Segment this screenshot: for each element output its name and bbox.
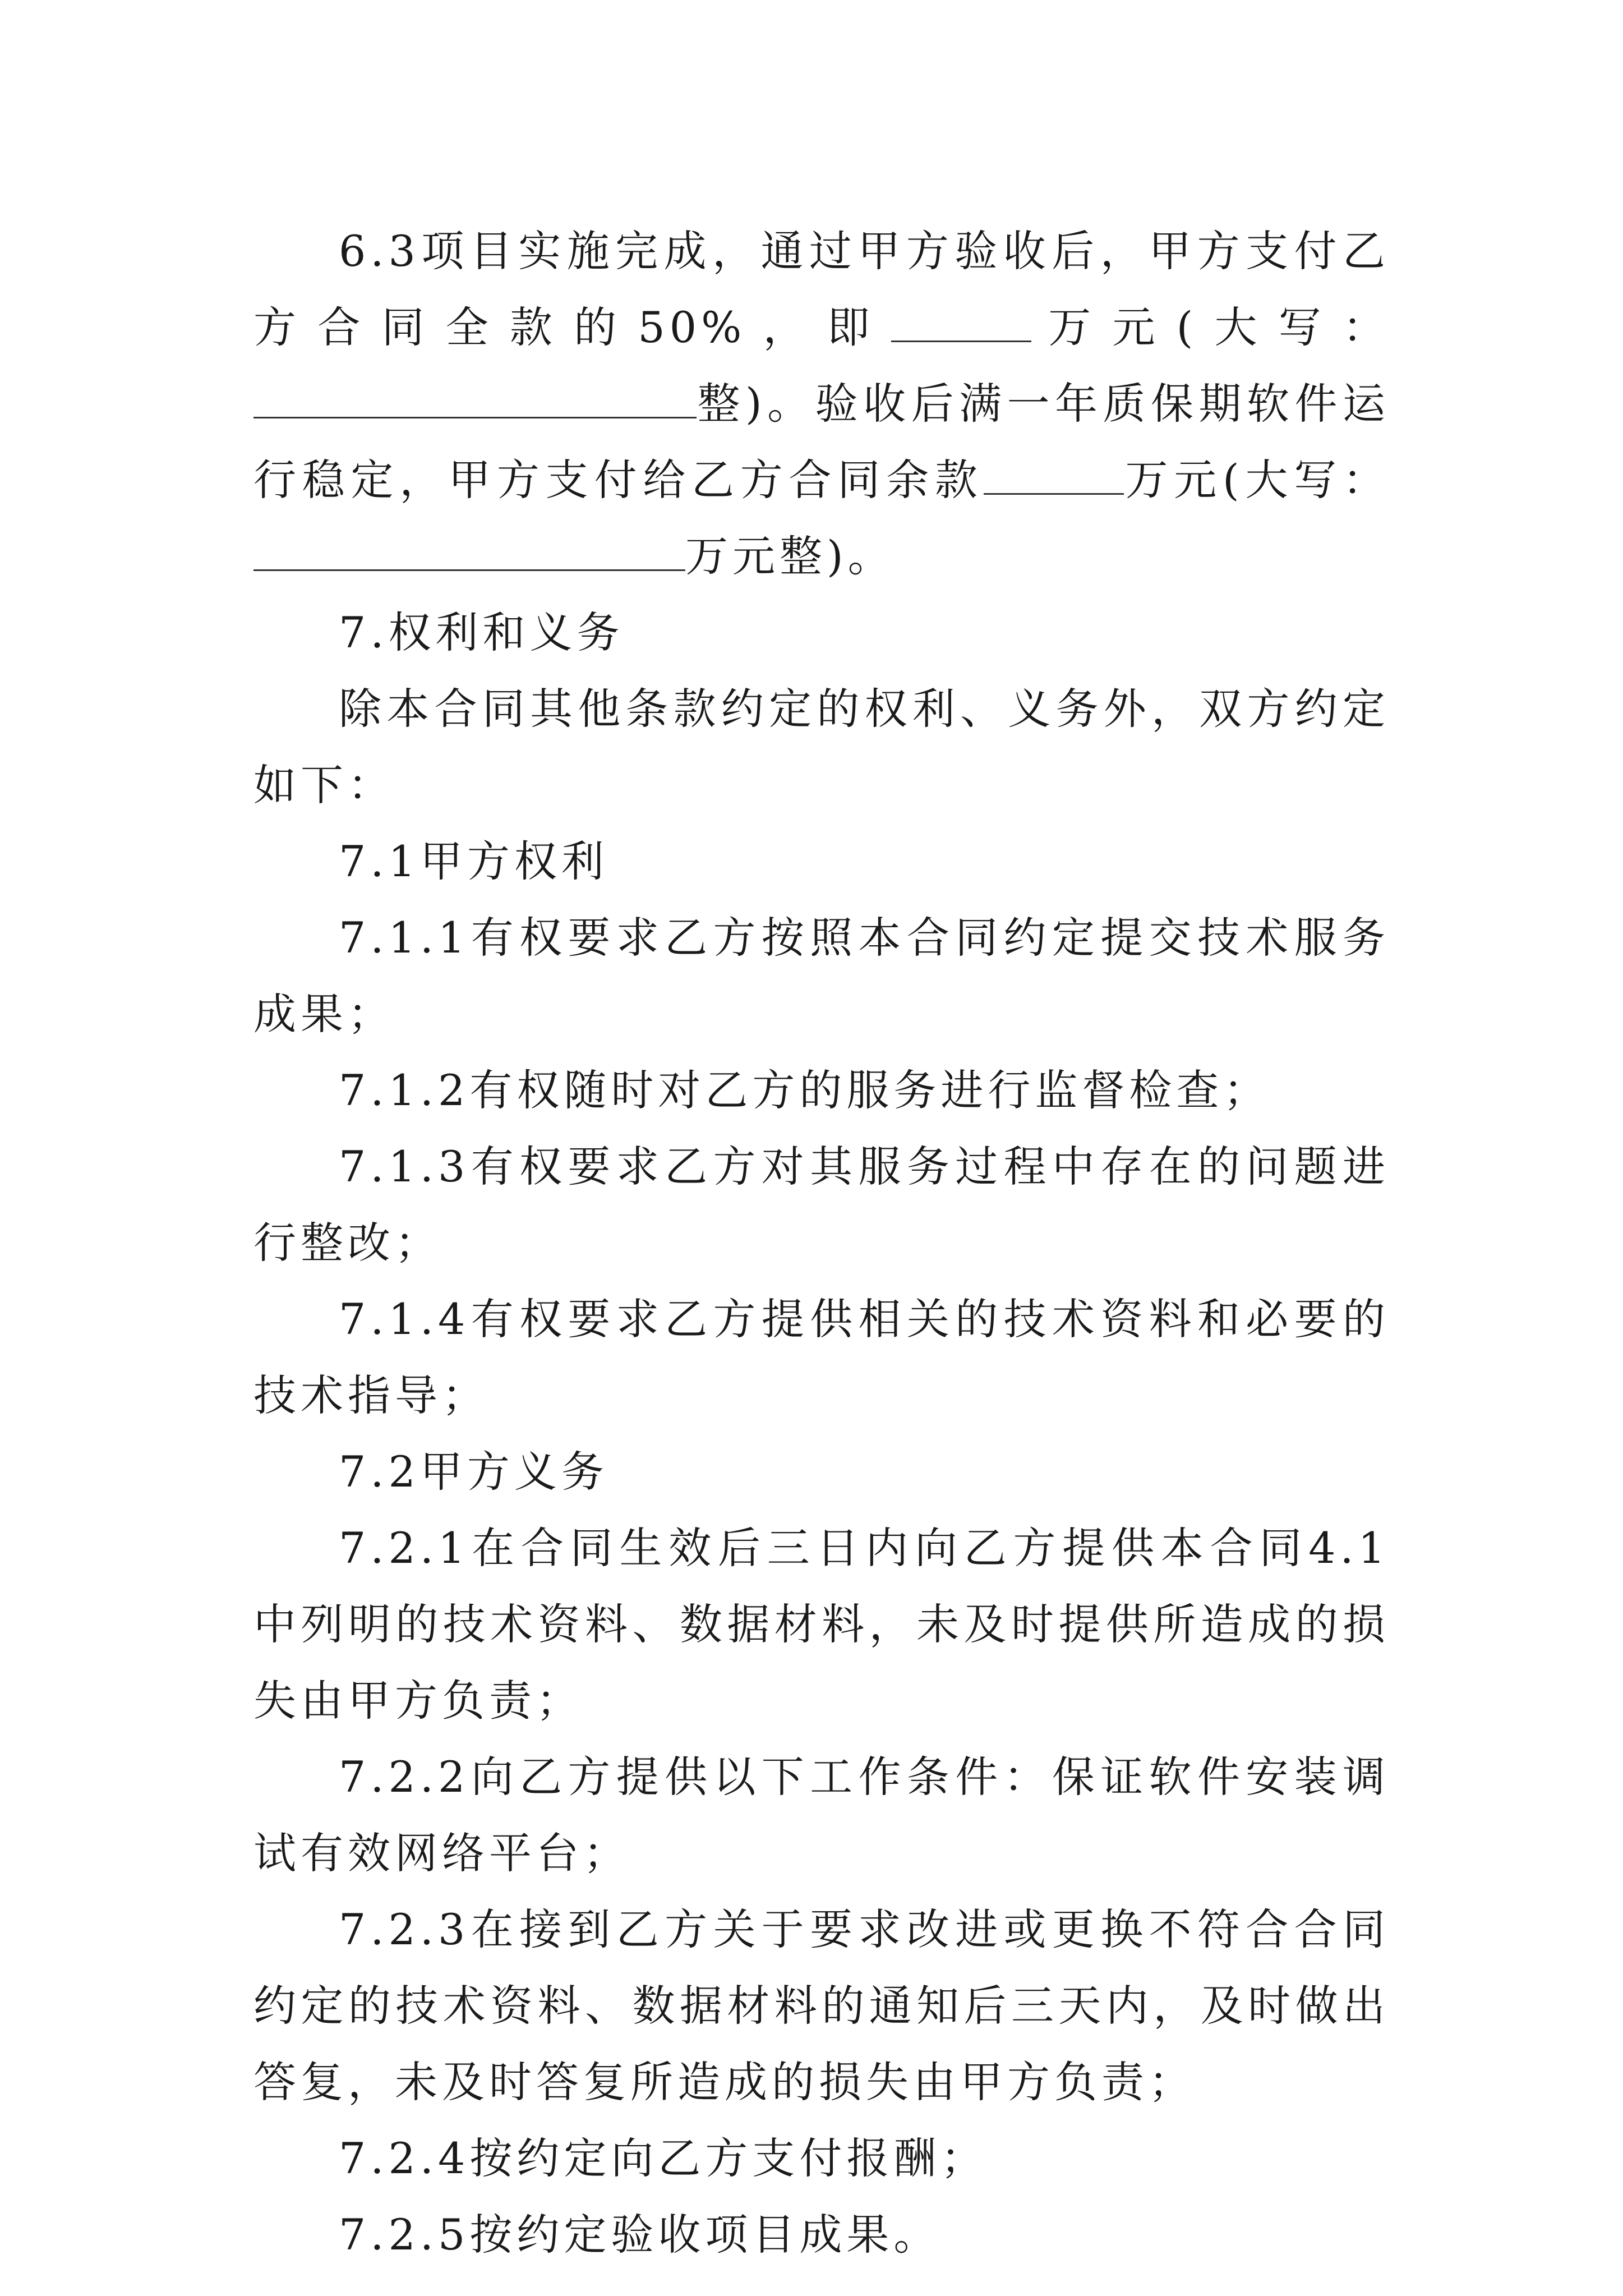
amount-blank-2 bbox=[984, 452, 1124, 495]
clause-7-1-2: 7.1.2有权随时对乙方的服务进行监督检查； bbox=[339, 1065, 1271, 1115]
section-7-heading: 7.权利和义务 bbox=[339, 608, 624, 657]
section-7-2-heading: 7.2甲方义务 bbox=[339, 1447, 608, 1497]
section-7-intro: 除本合同其他条款约定的权利、义务外，双方约定如下： bbox=[253, 684, 1390, 810]
clause-7-2-5: 7.2.5按约定验收项目成果。 bbox=[339, 2210, 941, 2260]
clause-7-1-1: 7.1.1有权要求乙方按照本合同约定提交技术服务成果； bbox=[253, 913, 1390, 1039]
amount-words-blank-1 bbox=[253, 375, 697, 418]
clause-7-1-3: 7.1.3有权要求乙方对其服务过程中存在的问题进行整改； bbox=[253, 1142, 1390, 1268]
clause-6-3-text-b: 万元(大写： bbox=[1031, 302, 1390, 352]
section-7-1-heading: 7.1甲方权利 bbox=[339, 836, 608, 886]
clause-6-3-text-e: 万元整)。 bbox=[685, 531, 895, 581]
clause-7-2-4: 7.2.4按约定向乙方支付报酬； bbox=[339, 2133, 988, 2183]
contract-text bbox=[253, 213, 1390, 2273]
clause-7-2-2: 7.2.2向乙方提供以下工作条件：保证软件安装调试有效网络平台； bbox=[253, 1752, 1390, 1878]
clause-6-3-text-a: 6.3项目实施完成，通过甲方验收后，甲方支付乙方合同全款的50%，即 bbox=[253, 226, 1390, 352]
clause-6-3-text-c: 整)。验收后满一年质保期软件运行稳定，甲方支付给乙方合同余款 bbox=[253, 379, 1390, 505]
amount-words-blank-2 bbox=[253, 528, 685, 571]
clause-7-2-1: 7.2.1在合同生效后三日内向乙方提供本合同4.1中列明的技术资料、数据材料，未及时提供所造成的损失由甲方负责； bbox=[253, 1523, 1390, 1726]
clause-7-2-3: 7.2.3在接到乙方关于要求改进或更换不符合合同约定的技术资料、数据材料的通知后三天内，及时做出答复，未及时答复所造成的损失由甲方负责； bbox=[253, 1904, 1390, 2107]
clause-7-1-4: 7.1.4有权要求乙方提供相关的技术资料和必要的技术指导； bbox=[253, 1294, 1390, 1420]
clause-6-3 bbox=[253, 213, 1390, 595]
amount-blank-1 bbox=[891, 299, 1031, 342]
clause-6-3-text-d: 万元(大写： bbox=[1123, 455, 1390, 505]
